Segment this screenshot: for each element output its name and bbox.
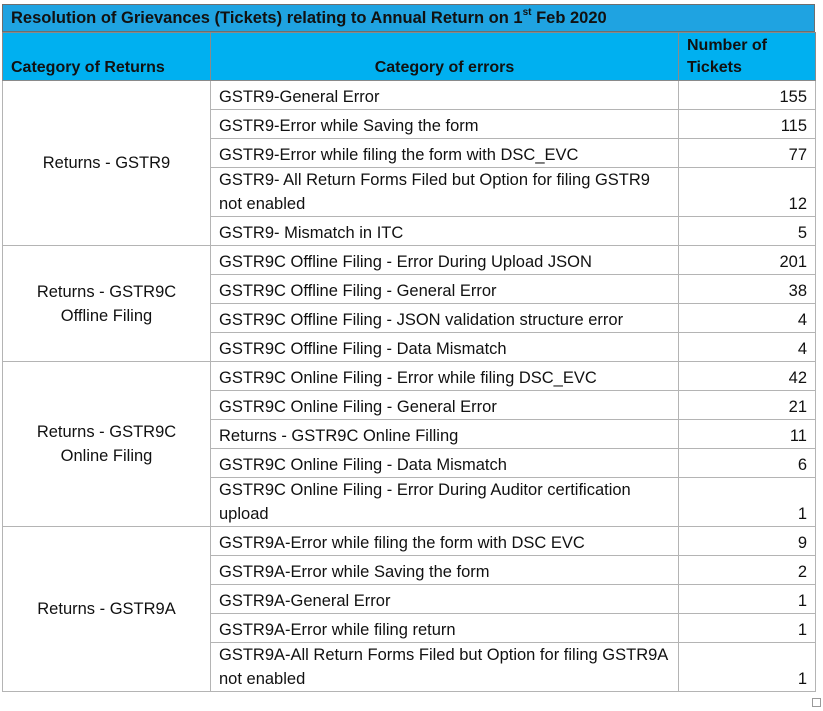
return-category-cell: [3, 81, 211, 246]
ticket-count-cell: 4: [679, 304, 816, 333]
return-category-cell: [3, 246, 211, 362]
title-text-suffix: Feb 2020: [531, 9, 607, 27]
return-category-label: Returns - GSTR9: [42, 154, 171, 172]
return-category-cell: [3, 362, 211, 527]
error-category-cell: GSTR9- Mismatch in ITC: [211, 217, 679, 246]
ticket-count-cell: 1: [679, 478, 816, 527]
return-category-label: Returns - GSTR9C: [36, 423, 177, 441]
table-row: [3, 527, 816, 556]
error-category-cell: GSTR9A-Error while filing the form with DSC EVC: [211, 527, 679, 556]
grievance-table: [2, 32, 816, 692]
ticket-count-cell: 1: [679, 585, 816, 614]
error-category-cell: GSTR9C Offline Filing - JSON validation structure error: [211, 304, 679, 333]
table-row: [3, 362, 816, 391]
title-text: Resolution of Grievances (Tickets) relating to Annual Return on 1: [11, 9, 523, 27]
ticket-count-cell: 21: [679, 391, 816, 420]
return-category-sublabel: Offline Filing: [60, 306, 153, 325]
title-superscript: st: [522, 7, 532, 18]
table-body: [3, 81, 816, 692]
resize-corner-icon: [812, 698, 821, 707]
ticket-count-cell: 5: [679, 217, 816, 246]
header-row: [3, 33, 816, 81]
header-category-of-returns: Category of Returns: [3, 33, 211, 81]
error-category-cell: GSTR9C Offline Filing - Data Mismatch: [211, 333, 679, 362]
ticket-count-cell: 1: [679, 614, 816, 643]
grievance-table-sheet: [2, 4, 815, 692]
ticket-count-cell: 115: [679, 110, 816, 139]
table-row: [3, 246, 816, 275]
error-category-cell: GSTR9C Online Filing - General Error: [211, 391, 679, 420]
error-category-cell: GSTR9- All Return Forms Filed but Option for filing GSTR9 not enabled: [211, 168, 679, 217]
ticket-count-cell: 9: [679, 527, 816, 556]
error-category-cell: GSTR9A-Error while Saving the form: [211, 556, 679, 585]
ticket-count-cell: 2: [679, 556, 816, 585]
error-category-cell: GSTR9A-All Return Forms Filed but Option for filing GSTR9A not enabled: [211, 643, 679, 692]
table-row: [3, 81, 816, 110]
table-title: [2, 4, 815, 32]
return-category-sublabel: Online Filing: [60, 447, 153, 465]
header-number-of-tickets: Number of Tickets: [679, 33, 816, 81]
ticket-count-cell: 12: [679, 168, 816, 217]
return-category-cell: [3, 527, 211, 692]
error-category-cell: GSTR9C Offline Filing - Error During Upload JSON: [211, 246, 679, 275]
error-category-cell: GSTR9C Online Filing - Error while filing DSC_EVC: [211, 362, 679, 391]
ticket-count-cell: 6: [679, 449, 816, 478]
return-category-label: Returns - GSTR9A: [37, 600, 176, 618]
error-category-cell: GSTR9A-General Error: [211, 585, 679, 614]
ticket-count-cell: 38: [679, 275, 816, 304]
ticket-count-cell: 1: [679, 643, 816, 692]
error-category-cell: GSTR9-General Error: [211, 81, 679, 110]
return-category-label: Returns - GSTR9C: [36, 282, 177, 301]
error-category-cell: GSTR9-Error while filing the form with DSC_EVC: [211, 139, 679, 168]
ticket-count-cell: 4: [679, 333, 816, 362]
ticket-count-cell: 201: [679, 246, 816, 275]
ticket-count-cell: 77: [679, 139, 816, 168]
header-category-of-errors: Category of errors: [211, 33, 679, 81]
error-category-cell: GSTR9A-Error while filing return: [211, 614, 679, 643]
ticket-count-cell: 42: [679, 362, 816, 391]
error-category-cell: GSTR9C Online Filing - Error During Auditor certification upload: [211, 478, 679, 527]
ticket-count-cell: 11: [679, 420, 816, 449]
error-category-cell: GSTR9-Error while Saving the form: [211, 110, 679, 139]
ticket-count-cell: 155: [679, 81, 816, 110]
error-category-cell: GSTR9C Online Filing - Data Mismatch: [211, 449, 679, 478]
error-category-cell: GSTR9C Offline Filing - General Error: [211, 275, 679, 304]
error-category-cell: Returns - GSTR9C Online Filling: [211, 420, 679, 449]
